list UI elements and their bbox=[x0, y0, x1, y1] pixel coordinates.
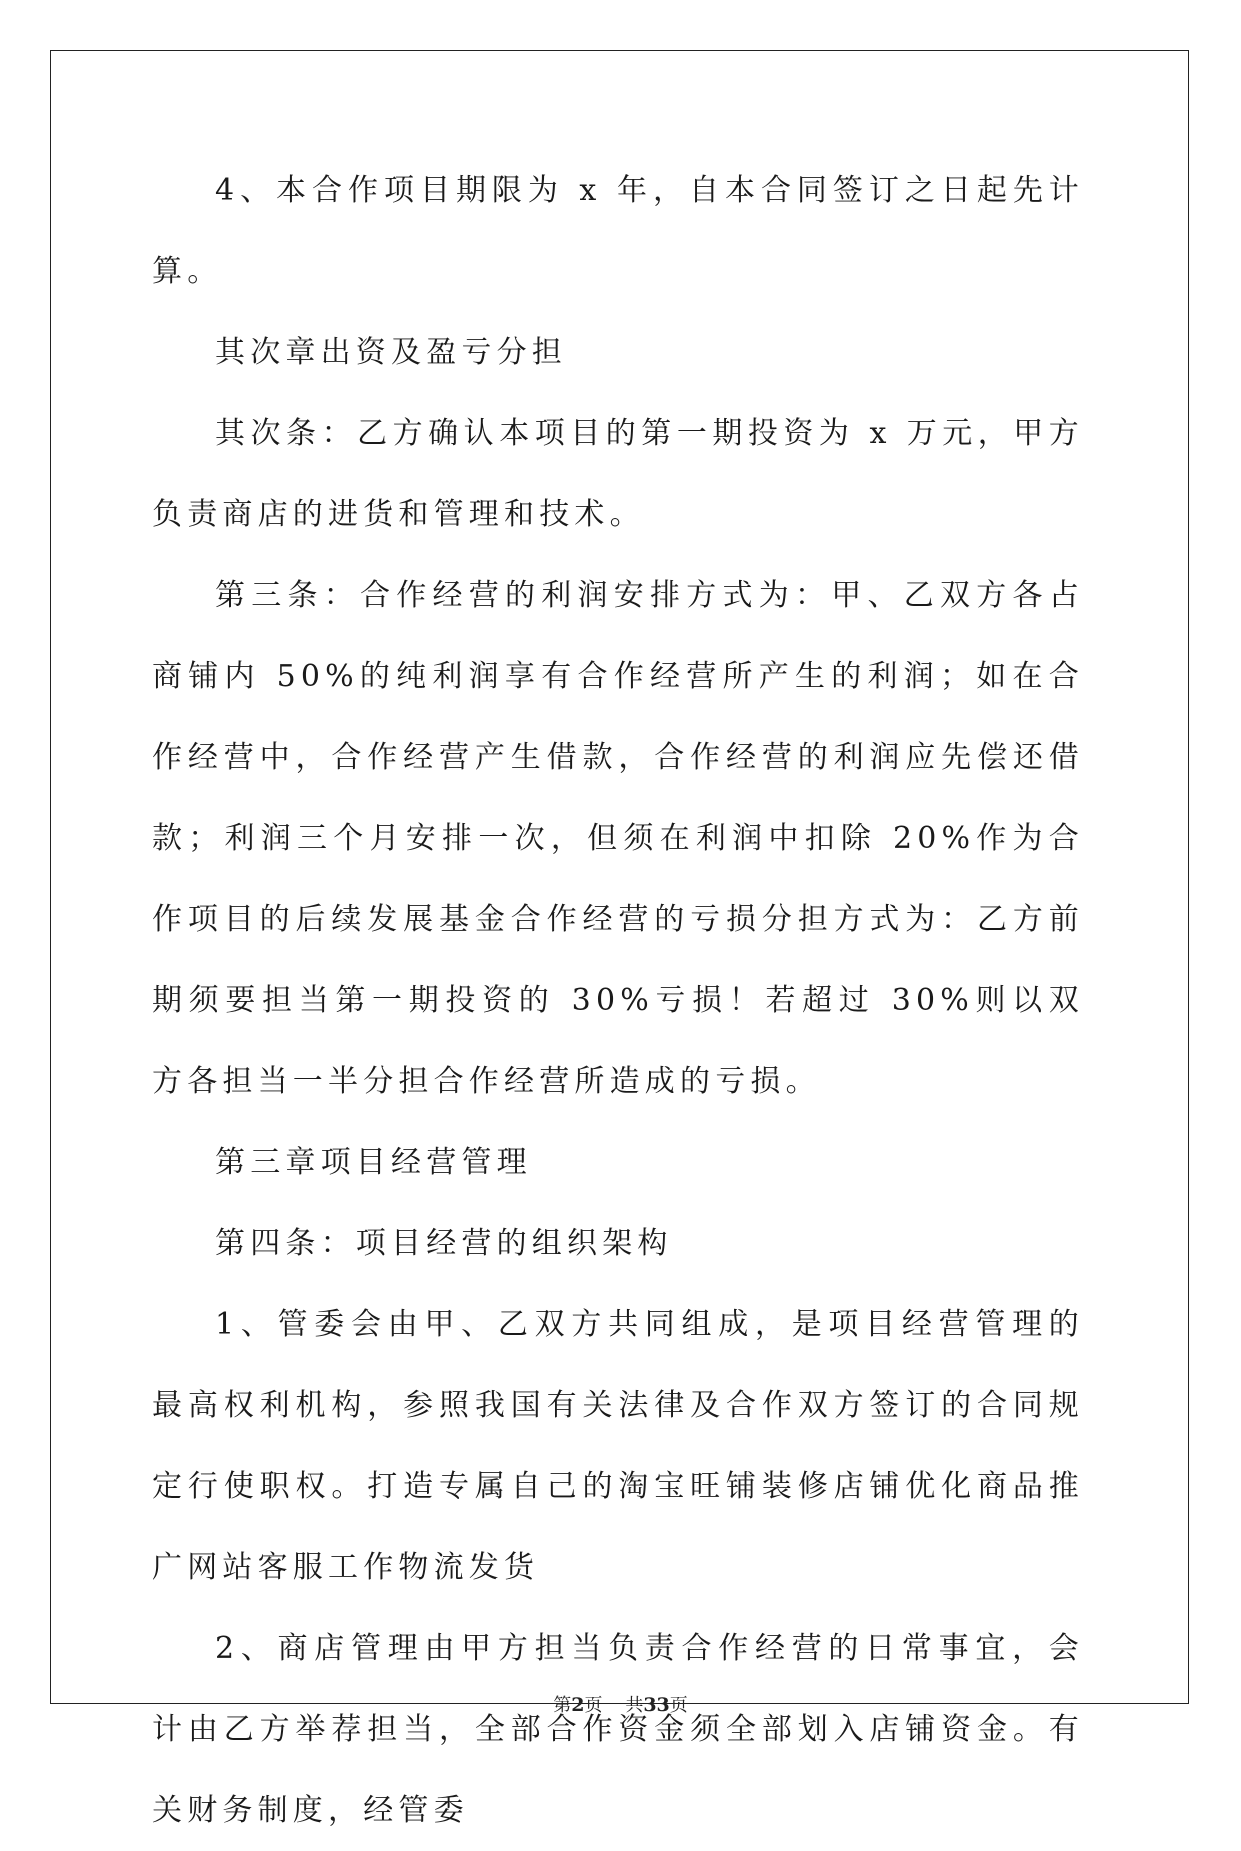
page-number: 2 bbox=[571, 1694, 585, 1716]
section-heading: 其次章出资及盈亏分担 bbox=[215, 335, 567, 370]
total-suffix: 页 bbox=[669, 1695, 688, 1716]
paragraph: 第三条：合作经营的利润安排方式为：甲、乙双方各占商铺内 50%的纯利润享有合作经营所产生的利润；如在合作经营中，合作经营产生借款，合作经营的利润应先偿还借款；利润三个月安排一次，但须在利润中扣除 20%作为合作项目的后续发展基金合作经营的亏损分担方式为：乙方前期须要担当第一期投资的 30%亏损！若超过 30%则以双方各担当一半分担合作经营所造成的亏损。 bbox=[152, 578, 1084, 1099]
section-heading: 第三章项目经营管理 bbox=[215, 1145, 532, 1180]
page-suffix: 页 bbox=[584, 1695, 603, 1716]
paragraph: 1、管委会由甲、乙双方共同组成，是项目经营管理的最高权利机构，参照我国有关法律及合作双方签订的合同规定行使职权。打造专属自己的淘宝旺铺装修店铺优化商品推广网站客服工作物流发货 bbox=[152, 1307, 1084, 1585]
total-pages: 33 bbox=[643, 1694, 670, 1716]
page-footer bbox=[0, 1691, 1241, 1717]
document-body bbox=[152, 150, 1084, 1851]
paragraph: 2、商店管理由甲方担当负责合作经营的日常事宜，会计由乙方举荐担当，全部合作资金须全部划入店铺资金。有关财务制度，经管委 bbox=[152, 1631, 1084, 1828]
paragraph: 第四条：项目经营的组织架构 bbox=[215, 1226, 673, 1261]
paragraph: 4、本合作项目期限为 x 年，自本合同签订之日起先计算。 bbox=[152, 173, 1084, 289]
page-prefix: 第 bbox=[553, 1695, 572, 1716]
total-prefix: 共 bbox=[625, 1695, 644, 1716]
paragraph: 其次条：乙方确认本项目的第一期投资为 x 万元，甲方负责商店的进货和管理和技术。 bbox=[152, 416, 1084, 532]
